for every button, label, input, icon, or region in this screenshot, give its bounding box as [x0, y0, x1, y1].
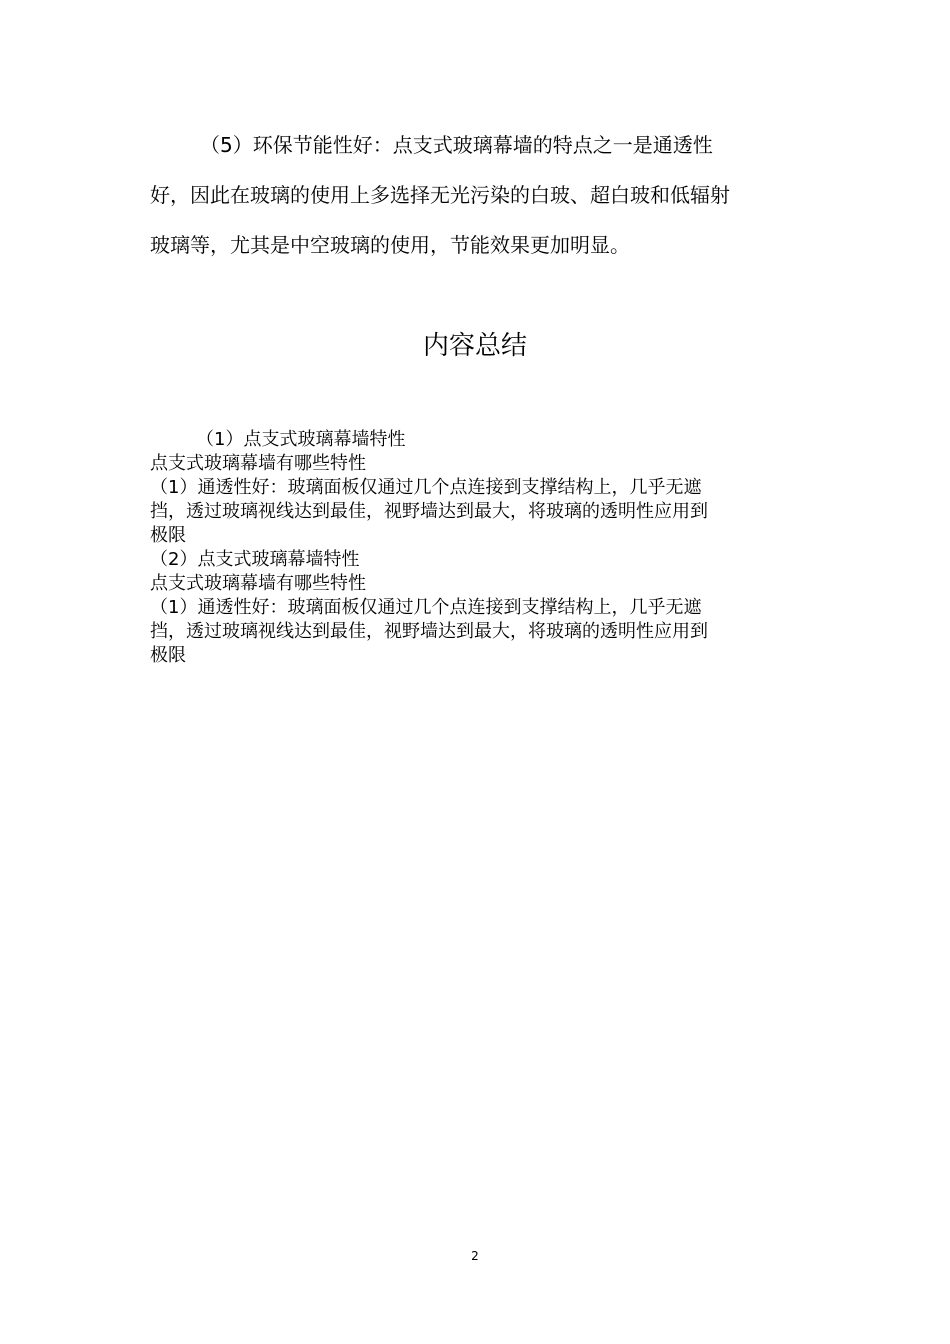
summary-title: 内容总结	[422, 331, 527, 361]
intro-paragraph	[150, 120, 810, 270]
intro-line: （5）环保节能性好：点支式玻璃幕墙的特点之一是通透性	[200, 133, 713, 157]
summary-line: （1）通透性好：玻璃面板仅通过几个点连接到支撑结构上，几乎无遮	[150, 597, 702, 618]
summary-line: （2）点支式玻璃幕墙特性	[150, 549, 360, 570]
summary-line: （1）点支式玻璃幕墙特性	[196, 429, 406, 450]
summary-line: 挡，透过玻璃视线达到最佳，视野墙达到最大，将玻璃的透明性应用到	[150, 621, 708, 642]
summary-line: 点支式玻璃幕墙有哪些特性	[150, 573, 366, 594]
summary-line: 点支式玻璃幕墙有哪些特性	[150, 453, 366, 474]
intro-line: 好，因此在玻璃的使用上多选择无光污染的白玻、超白玻和低辐射	[150, 183, 730, 207]
summary-line: 极限	[150, 645, 186, 666]
summary-line: （1）通透性好：玻璃面板仅通过几个点连接到支撑结构上，几乎无遮	[150, 477, 702, 498]
intro-line: 玻璃等，尤其是中空玻璃的使用，节能效果更加明显。	[150, 233, 630, 257]
page-number: 2	[471, 1249, 479, 1263]
summary-body	[150, 428, 810, 668]
summary-line: 极限	[150, 525, 186, 546]
summary-line: 挡，透过玻璃视线达到最佳，视野墙达到最大，将玻璃的透明性应用到	[150, 501, 708, 522]
